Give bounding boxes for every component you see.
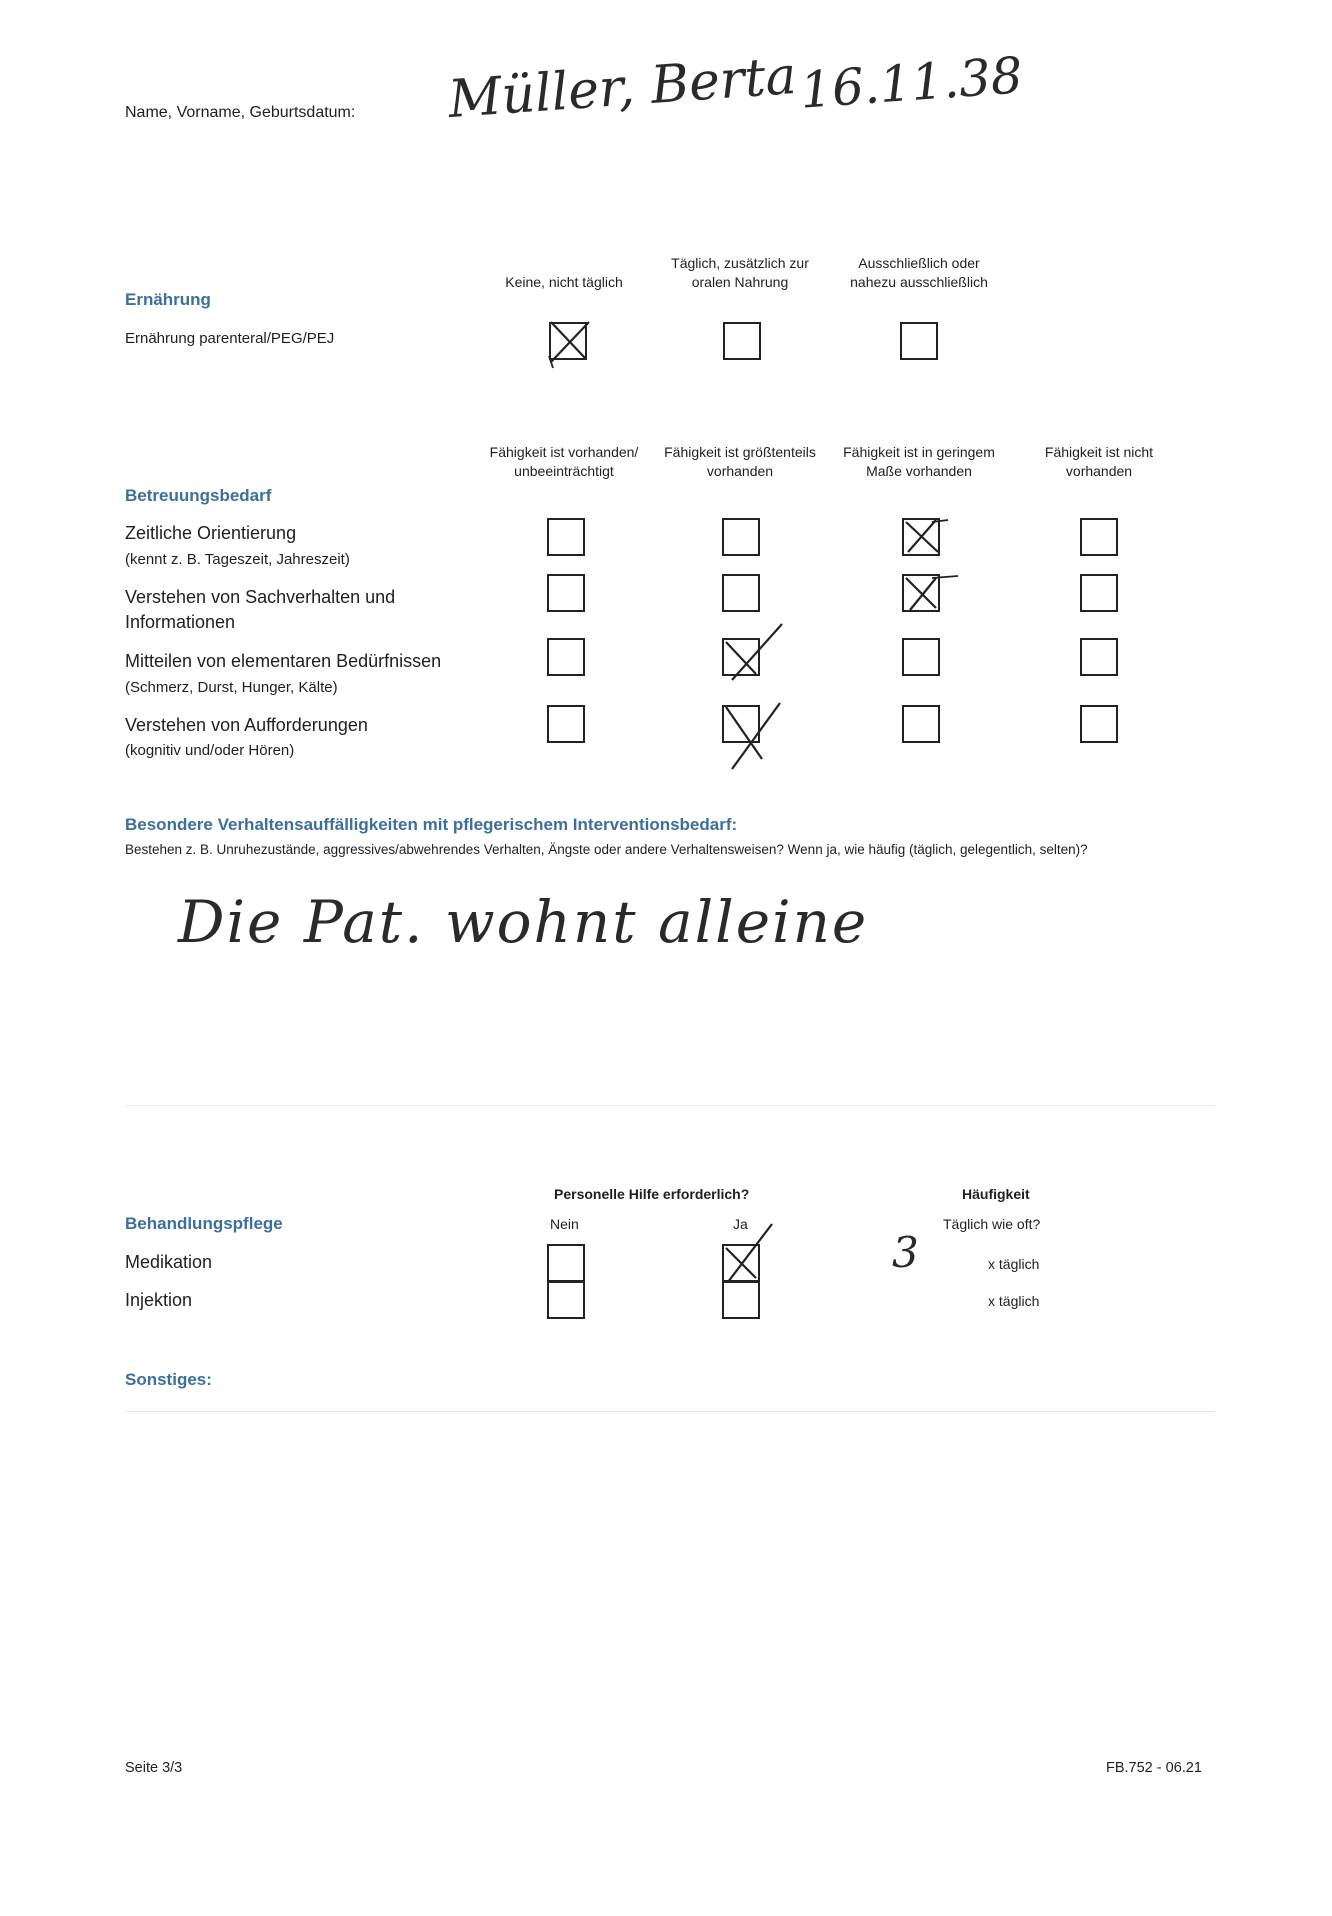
betreuung-row-sublabel: Informationen [125, 612, 236, 632]
betreuung-checkbox[interactable] [902, 705, 940, 743]
ernaehrung-checkbox-1[interactable] [549, 322, 587, 360]
treatment-no-checkbox[interactable] [547, 1281, 585, 1319]
frequency-subheader: Täglich wie oft? [943, 1216, 1041, 1232]
ernaehrung-col-header-1: Keine, nicht täglich [505, 274, 623, 290]
betreuung-checkbox[interactable] [547, 574, 585, 612]
treatment-yes-checkbox[interactable] [722, 1244, 760, 1282]
betreuung-checkbox[interactable] [902, 574, 940, 612]
yes-column-label: Ja [733, 1216, 748, 1232]
section-title-behandlungspflege: Behandlungspflege [125, 1214, 283, 1233]
checkmark-cross-icon [722, 697, 792, 777]
betreuung-checkbox[interactable] [1080, 574, 1118, 612]
ernaehrung-row-label: Ernährung parenteral/PEG/PEJ [125, 330, 335, 347]
ernaehrung-col-header-3: Ausschließlich oder nahezu ausschließlich [850, 255, 988, 290]
page-number: Seite 3/3 [125, 1760, 183, 1776]
checkmark-cross-icon [722, 620, 792, 690]
frequency-header: Häufigkeit [962, 1186, 1030, 1202]
betreuung-checkbox[interactable] [722, 705, 760, 743]
betreuung-row-label: Verstehen von Aufforderungen [125, 715, 368, 735]
treatment-row-label: Medikation [125, 1252, 213, 1272]
betreuung-col-header-3: Fähigkeit ist in geringem Maße vorhanden [843, 444, 995, 479]
betreuung-checkbox[interactable] [547, 705, 585, 743]
betreuung-row-sublabel: (kognitiv und/oder Hören) [125, 742, 295, 759]
ernaehrung-col-header-2: Täglich, zusätzlich zur oralen Nahrung [671, 255, 809, 290]
ernaehrung-checkbox-3[interactable] [900, 322, 938, 360]
handwritten-name: Müller, Berta [446, 45, 799, 131]
betreuung-row-label: Zeitliche Orientierung [125, 523, 297, 543]
sonstiges-line [125, 1411, 1215, 1412]
betreuung-checkbox[interactable] [1080, 638, 1118, 676]
betreuung-checkbox[interactable] [547, 518, 585, 556]
section-title-ernaehrung: Ernährung [125, 290, 211, 309]
frequency-unit: x täglich [988, 1256, 1040, 1272]
betreuung-checkbox[interactable] [547, 638, 585, 676]
treatment-row-label: Injektion [125, 1290, 193, 1310]
ernaehrung-checkbox-2[interactable] [723, 322, 761, 360]
no-column-label: Nein [550, 1216, 579, 1232]
checkmark-cross-icon [545, 316, 605, 376]
handwritten-behavior-answer: Die Pat. wohnt alleine [178, 888, 869, 956]
betreuung-col-header-2: Fähigkeit ist größtenteils vorhanden [664, 444, 816, 479]
betreuung-col-header-1: Fähigkeit ist vorhanden/ unbeeinträchtigt [489, 444, 639, 479]
betreuung-checkbox[interactable] [722, 518, 760, 556]
betreuung-row-label: Mitteilen von elementaren Bedürfnissen [125, 651, 442, 671]
betreuung-checkbox[interactable] [902, 638, 940, 676]
betreuung-row-label: Verstehen von Sachverhalten und [125, 587, 396, 607]
section-title-sonstiges: Sonstiges: [125, 1370, 212, 1389]
betreuung-checkbox[interactable] [1080, 518, 1118, 556]
checkmark-cross-icon [722, 1220, 792, 1290]
betreuung-checkbox[interactable] [1080, 705, 1118, 743]
handwritten-birthdate: 16.11.38 [798, 46, 1025, 120]
checkmark-cross-icon [902, 572, 962, 622]
checkmark-cross-icon [902, 514, 952, 564]
treatment-yes-checkbox[interactable] [722, 1281, 760, 1319]
answer-line [125, 1105, 1215, 1106]
handwritten-count: 3 [892, 1228, 919, 1277]
betreuung-checkbox[interactable] [722, 638, 760, 676]
betreuung-row-sublabel: (kennt z. B. Tageszeit, Jahreszeit) [125, 551, 350, 568]
section-title-verhalten: Besondere Verhaltensauffälligkeiten mit pflegerischem Interventionsbedarf: [125, 815, 738, 834]
treatment-no-checkbox[interactable] [547, 1244, 585, 1282]
form-id: FB.752 - 06.21 [1106, 1760, 1202, 1776]
name-label: Name, Vorname, Geburtsdatum: [125, 104, 356, 121]
frequency-unit: x täglich [988, 1293, 1040, 1309]
betreuung-checkbox[interactable] [902, 518, 940, 556]
betreuung-col-header-4: Fähigkeit ist nicht vorhanden [1044, 444, 1154, 479]
betreuung-row-sublabel: (Schmerz, Durst, Hunger, Kälte) [125, 679, 338, 696]
help-header: Personelle Hilfe erforderlich? [554, 1186, 750, 1202]
section-title-betreuungsbedarf: Betreuungsbedarf [125, 486, 272, 505]
verhalten-question: Bestehen z. B. Unruhezustände, aggressives/abwehrendes Verhalten, Ängste oder andere Verhaltensweisen? Wenn ja, wie häufig (täglich, gelegentlich, selten)? [125, 842, 1088, 857]
betreuung-checkbox[interactable] [722, 574, 760, 612]
